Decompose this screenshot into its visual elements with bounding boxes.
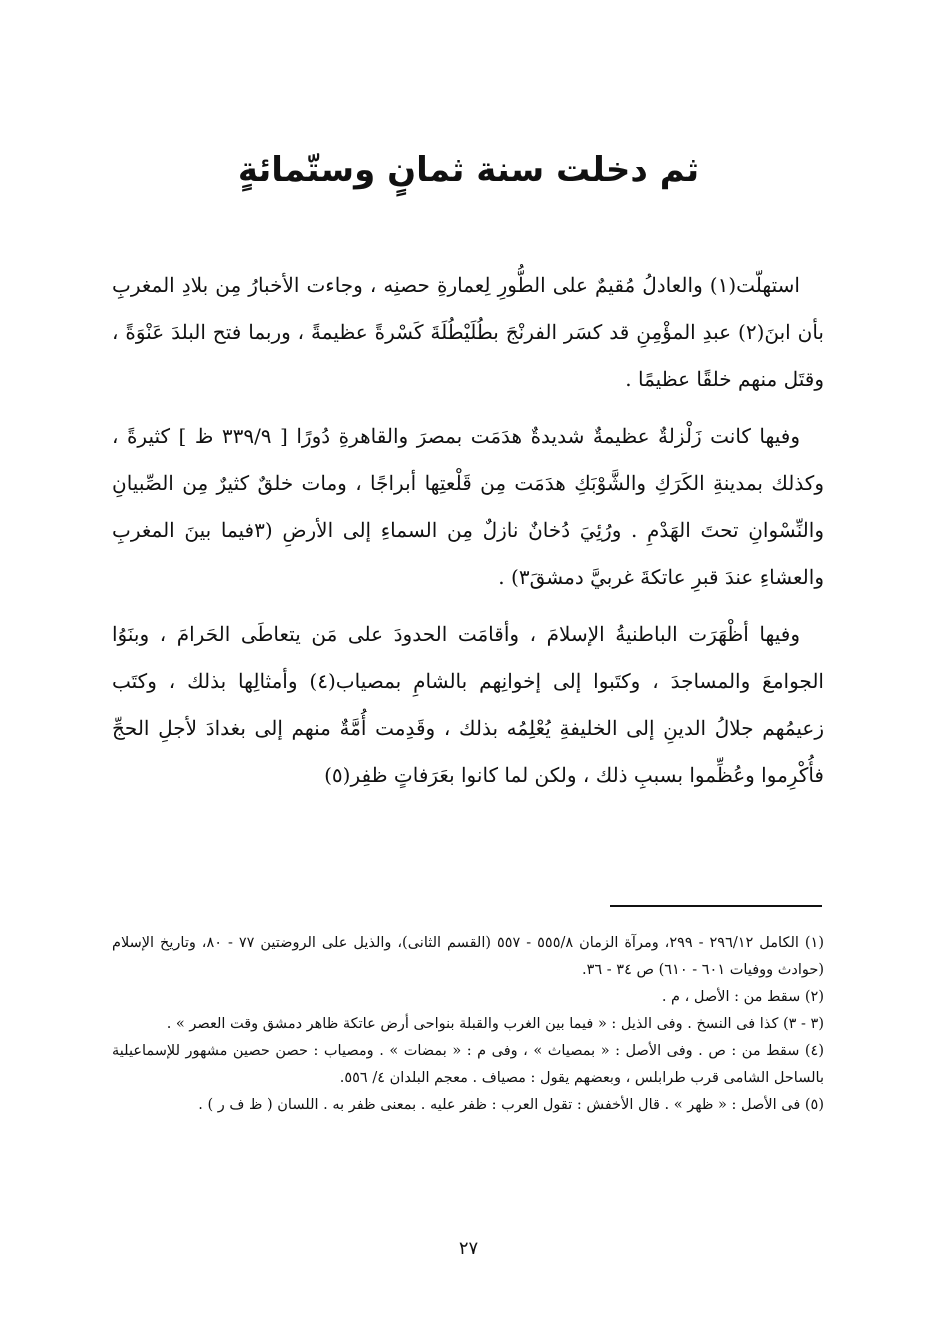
paragraph: وفيها أظْهَرَت الباطنيةُ الإسلامَ ، وأقامَت الحدودَ على مَن يتعاطَى الحَرامَ ، وبنَوُا الجوامعَ والمساجدَ ، وكتَبوا إلى إخوانِهم بالشامِ بمصياب(٤) وأمثالِها بذلك ، وكتَب زعيمُهم جلالُ الدينِ إلى الخليفةِ يُعْلِمُه بذلك ، وقَدِمت أُمَّةٌ منهم إلى بغدادَ لأجلِ الحجِّ فأُكْرِموا وعُظِّموا بسببِ ذلك ، ولكن لما كانوا بعَرَفاتٍ ظفِر(٥) (112, 622, 824, 787)
paragraph: استهلّت(١) والعادلُ مُقيمٌ على الطُّورِ لِعمارةِ حصنِه ، وجاءت الأخبارُ مِن بلادِ المغربِ بأن ابنَ(٢) عبدِ المؤْمِنِ قد كسَر الفرنْجَ بطُلَيْطُلَةَ كَسْرةً عظيمةً ، وربما فتح البلدَ عَنْوَةً ، وقتَل منهم خلقًا عظيمًا . (112, 273, 824, 391)
body-text (112, 262, 824, 799)
footnote: (١) الكامل ٢٩٦/١٢ - ٢٩٩، ومرآة الزمان ٥٥٥/٨ - ٥٥٧ (القسم الثانى)، والذيل على الروضتين ٧٧ - ٨٠، وتاريخ الإسلام (حوادث ووفيات ٦٠١ - ٦١٠) ص ٣٤ - ٣٦. (112, 935, 824, 978)
chapter-heading: ثم دخلت سنة ثمانٍ وستّمائةٍ (237, 150, 700, 190)
paragraph: وفيها كانت زَلْزلةٌ عظيمةٌ شديدةٌ هدَمَت بمصرَ والقاهرةِ دُورًا [ ٣٣٩/٩ ظ ] كثيرةً ، وكذلك بمدينةِ الكَرَكِ والشَّوْبَكِ هدَمَت مِن قَلْعتِها أبراجًا ، ومات خلقٌ كثيرٌ مِن الصِّبيانِ والنِّسْوانِ تحتَ الهَدْمِ . ورُئِيَ دُخانٌ نازلٌ مِن السماءِ إلى الأرضِ (٣فيما بينَ المغربِ والعشاءِ عندَ قبرِ عاتكةَ غربيَّ دمشقَ٣) . (112, 424, 824, 589)
footnote: (٥) فى الأصل : « ظهر » . قال الأخفش : تقول العرب : ظفر عليه . بمعنى ظفر به . اللسان ( ظ ف ر ) . (198, 1097, 824, 1113)
footnotes (112, 930, 824, 1119)
footnote-divider (610, 905, 822, 907)
page-number: ٢٧ (458, 1238, 479, 1259)
footnote: (٣ - ٣) كذا فى النسخ . وفى الذيل : « فيما بين الغرب والقبلة بنواحى أرض عاتكة ظاهر دمشق وقت العصر » . (166, 1016, 824, 1032)
footnote: (٤) سقط من : ص . وفى الأصل : « بمصياث » ، وفى م : « بمضات » . ومصياب : حصن حصين مشهور للإسماعيلية بالساحل الشامى قرب طرابلس ، وبعضهم يقول : مصياف . معجم البلدان ٤/ ٥٥٦. (112, 1043, 824, 1086)
footnote: (٢) سقط من : الأصل ، م . (661, 989, 824, 1005)
